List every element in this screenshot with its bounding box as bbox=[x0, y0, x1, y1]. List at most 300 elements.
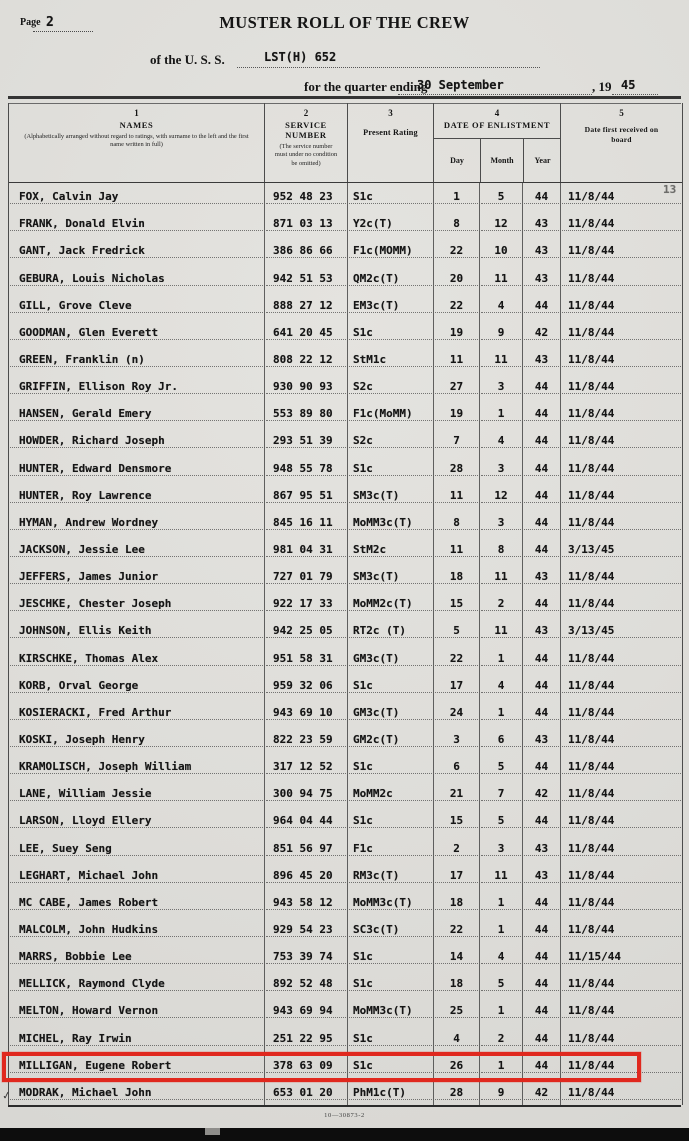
cell-day: 18 bbox=[433, 969, 479, 996]
cell-month: 12 bbox=[479, 209, 522, 236]
cell-received: 11/8/44 bbox=[560, 481, 682, 508]
cell-year: 44 bbox=[522, 399, 560, 426]
column-number: 5 bbox=[619, 108, 624, 118]
cell-month: 5 bbox=[479, 969, 522, 996]
cell-year: 44 bbox=[522, 671, 560, 698]
table-row bbox=[9, 481, 682, 508]
cell-name: GOODMAN, Glen Everett bbox=[9, 318, 264, 345]
cell-rating: GM2c(T) bbox=[347, 725, 433, 752]
cell-received: 3/13/45 bbox=[560, 616, 682, 643]
cell-day: 24 bbox=[433, 698, 479, 725]
table-row bbox=[9, 779, 682, 806]
cell-rating: S1c bbox=[347, 806, 433, 833]
cell-service: 727 01 79 bbox=[264, 562, 347, 589]
cell-name: KIRSCHKE, Thomas Alex bbox=[9, 643, 264, 670]
cell-received: 11/8/44 bbox=[560, 345, 682, 372]
table-row bbox=[9, 372, 682, 399]
cell-service: 386 86 66 bbox=[264, 236, 347, 263]
cell-day: 18 bbox=[433, 888, 479, 915]
cell-received: 11/8/44 bbox=[560, 969, 682, 996]
cell-service: 867 95 51 bbox=[264, 481, 347, 508]
cell-month: 3 bbox=[479, 508, 522, 535]
column-title: Present Rating bbox=[363, 128, 418, 137]
cell-year: 44 bbox=[522, 969, 560, 996]
table-row bbox=[9, 861, 682, 888]
cell-rating: S2c bbox=[347, 426, 433, 453]
cell-day: 25 bbox=[433, 996, 479, 1023]
cell-year: 44 bbox=[522, 182, 560, 209]
table-row bbox=[9, 508, 682, 535]
cell-year: 43 bbox=[522, 345, 560, 372]
cell-day: 15 bbox=[433, 806, 479, 833]
cell-service: 553 89 80 bbox=[264, 399, 347, 426]
cell-received: 11/8/44 bbox=[560, 698, 682, 725]
table-row bbox=[9, 182, 682, 209]
column-header-names bbox=[9, 103, 264, 182]
cell-received: 11/8/44 bbox=[560, 209, 682, 236]
cell-rating: MoMM2c(T) bbox=[347, 589, 433, 616]
column-number: 4 bbox=[494, 108, 500, 118]
cell-rating: Y2c(T) bbox=[347, 209, 433, 236]
cell-day: 17 bbox=[433, 861, 479, 888]
cell-received: 11/8/44 bbox=[560, 399, 682, 426]
cell-rating: RM3c(T) bbox=[347, 861, 433, 888]
cell-service: 951 58 31 bbox=[264, 643, 347, 670]
table-row bbox=[9, 453, 682, 480]
cell-rating: RT2c (T) bbox=[347, 616, 433, 643]
column-title: Date first received on board bbox=[584, 125, 659, 145]
table-row bbox=[9, 263, 682, 290]
cell-name: MELTON, Howard Vernon bbox=[9, 996, 264, 1023]
highlight-box-milligan-row bbox=[2, 1052, 641, 1082]
table-row bbox=[9, 291, 682, 318]
cell-day: 7 bbox=[433, 426, 479, 453]
cell-received: 11/8/44 bbox=[560, 182, 682, 209]
cell-name: MODRAK, Michael John ✓ bbox=[9, 1078, 264, 1105]
table-row bbox=[9, 888, 682, 915]
cell-received: 11/8/44 bbox=[560, 372, 682, 399]
cell-month: 11 bbox=[479, 861, 522, 888]
table-row bbox=[9, 535, 682, 562]
table-row bbox=[9, 209, 682, 236]
table-row bbox=[9, 806, 682, 833]
cell-day: 26 bbox=[433, 1051, 479, 1078]
table-row bbox=[9, 1023, 682, 1050]
cell-service: 851 56 97 bbox=[264, 833, 347, 860]
cell-day: 6 bbox=[433, 752, 479, 779]
cell-year: 44 bbox=[522, 806, 560, 833]
cell-year: 44 bbox=[522, 589, 560, 616]
cell-day: 3 bbox=[433, 725, 479, 752]
cell-name: LANE, William Jessie bbox=[9, 779, 264, 806]
cell-rating: S1c bbox=[347, 453, 433, 480]
cell-received: 11/8/44 bbox=[560, 643, 682, 670]
faint-margin-mark: 13 bbox=[663, 183, 677, 196]
cell-service: 943 58 12 bbox=[264, 888, 347, 915]
cell-name: KRAMOLISCH, Joseph William bbox=[9, 752, 264, 779]
table-row bbox=[9, 833, 682, 860]
column-header-service-number bbox=[264, 103, 347, 182]
cell-service: 251 22 95 bbox=[264, 1023, 347, 1050]
cell-service: 959 32 06 bbox=[264, 671, 347, 698]
cell-month: 10 bbox=[479, 236, 522, 263]
cell-day: 22 bbox=[433, 643, 479, 670]
cell-month: 3 bbox=[479, 372, 522, 399]
cell-year: 43 bbox=[522, 209, 560, 236]
cell-year: 44 bbox=[522, 372, 560, 399]
table-row bbox=[9, 752, 682, 779]
cell-day: 5 bbox=[433, 616, 479, 643]
cell-rating: S1c bbox=[347, 318, 433, 345]
cell-service: 300 94 75 bbox=[264, 779, 347, 806]
cell-received: 11/8/44 bbox=[560, 806, 682, 833]
column-note: (Alphabetically arranged without regard to ratings, with surname to the left and the first name written in full) bbox=[24, 133, 249, 149]
cell-received: 11/8/44 bbox=[560, 725, 682, 752]
cell-month: 2 bbox=[479, 1023, 522, 1050]
cell-name: HANSEN, Gerald Emery bbox=[9, 399, 264, 426]
cell-received: 11/8/44 bbox=[560, 263, 682, 290]
cell-rating: S1c bbox=[347, 942, 433, 969]
cell-name: HUNTER, Roy Lawrence bbox=[9, 481, 264, 508]
cell-name: GREEN, Franklin (n) bbox=[9, 345, 264, 372]
cell-service: 293 51 39 bbox=[264, 426, 347, 453]
cell-rating: S1c bbox=[347, 752, 433, 779]
cell-month: 1 bbox=[479, 399, 522, 426]
table-row bbox=[9, 426, 682, 453]
cell-name: GEBURA, Louis Nicholas bbox=[9, 263, 264, 290]
cell-month: 1 bbox=[479, 996, 522, 1023]
muster-table-body bbox=[0, 182, 683, 1105]
cell-month: 11 bbox=[479, 345, 522, 372]
cell-name: GANT, Jack Fredrick bbox=[9, 236, 264, 263]
date-of-enlistment-top bbox=[434, 103, 560, 139]
cell-service: 892 52 48 bbox=[264, 969, 347, 996]
cell-received: 11/8/44 bbox=[560, 888, 682, 915]
cell-received: 11/8/44 bbox=[560, 236, 682, 263]
table-row bbox=[9, 996, 682, 1023]
cell-name: HUNTER, Edward Densmore bbox=[9, 453, 264, 480]
cell-name: KORB, Orval George bbox=[9, 671, 264, 698]
cell-month: 3 bbox=[479, 833, 522, 860]
column-title: SERVICE NUMBER bbox=[285, 120, 327, 140]
cell-name: JACKSON, Jessie Lee bbox=[9, 535, 264, 562]
cell-received: 11/8/44 bbox=[560, 453, 682, 480]
table-row bbox=[9, 698, 682, 725]
cell-received: 11/8/44 bbox=[560, 671, 682, 698]
cell-day: 8 bbox=[433, 209, 479, 236]
cell-year: 44 bbox=[522, 535, 560, 562]
cell-received: 11/8/44 bbox=[560, 915, 682, 942]
cell-month: 8 bbox=[479, 535, 522, 562]
cell-month: 4 bbox=[479, 291, 522, 318]
cell-rating: F1c(MOMM) bbox=[347, 236, 433, 263]
cell-name: MILLIGAN, Eugene Robert bbox=[9, 1051, 264, 1078]
cell-rating: MoMM2c bbox=[347, 779, 433, 806]
cell-day: 19 bbox=[433, 318, 479, 345]
cell-year: 44 bbox=[522, 942, 560, 969]
table-row bbox=[9, 616, 682, 643]
cell-name: LEE, Suey Seng bbox=[9, 833, 264, 860]
table-row bbox=[9, 671, 682, 698]
cell-name: MC CABE, James Robert bbox=[9, 888, 264, 915]
cell-service: 653 01 20 bbox=[264, 1078, 347, 1105]
cell-year: 42 bbox=[522, 779, 560, 806]
cell-rating: GM3c(T) bbox=[347, 698, 433, 725]
subcolumn-year: Year bbox=[523, 139, 561, 182]
cell-name: MARRS, Bobbie Lee bbox=[9, 942, 264, 969]
cell-service: 808 22 12 bbox=[264, 345, 347, 372]
cell-received: 3/13/45 bbox=[560, 535, 682, 562]
form-number: 10—30873-2 bbox=[324, 1112, 365, 1119]
cell-month: 1 bbox=[479, 698, 522, 725]
cell-name: LEGHART, Michael John bbox=[9, 861, 264, 888]
cell-name: JESCHKE, Chester Joseph bbox=[9, 589, 264, 616]
cell-received: 11/8/44 bbox=[560, 752, 682, 779]
cell-service: 378 63 09 bbox=[264, 1051, 347, 1078]
year-prefix-label: , 19 bbox=[592, 79, 612, 94]
uss-name-value: LST(H) 652 bbox=[264, 50, 337, 64]
cell-name: MICHEL, Ray Irwin bbox=[9, 1023, 264, 1050]
cell-month: 5 bbox=[479, 182, 522, 209]
cell-month: 1 bbox=[479, 915, 522, 942]
table-row bbox=[9, 399, 682, 426]
table-row bbox=[9, 589, 682, 616]
cell-day: 27 bbox=[433, 372, 479, 399]
cell-day: 21 bbox=[433, 779, 479, 806]
handwritten-check-mark: ✓ bbox=[0, 1088, 13, 1103]
cell-day: 20 bbox=[433, 263, 479, 290]
cell-month: 1 bbox=[479, 643, 522, 670]
cell-service: 948 55 78 bbox=[264, 453, 347, 480]
cell-received: 11/8/44 bbox=[560, 1078, 682, 1105]
cell-received: 11/15/44 bbox=[560, 942, 682, 969]
cell-year: 44 bbox=[522, 453, 560, 480]
cell-name: JOHNSON, Ellis Keith bbox=[9, 616, 264, 643]
cell-received: 11/8/44 bbox=[560, 1051, 682, 1078]
table-row bbox=[9, 236, 682, 263]
cell-year: 43 bbox=[522, 263, 560, 290]
cell-name: GRIFFIN, Ellison Roy Jr. bbox=[9, 372, 264, 399]
cell-service: 922 17 33 bbox=[264, 589, 347, 616]
cell-year: 44 bbox=[522, 915, 560, 942]
cell-day: 28 bbox=[433, 1078, 479, 1105]
cell-day: 19 bbox=[433, 399, 479, 426]
table-row bbox=[9, 318, 682, 345]
column-title: DATE OF ENLISTMENT bbox=[443, 120, 551, 130]
cell-name: GILL, Grove Cleve bbox=[9, 291, 264, 318]
column-header-present-rating bbox=[347, 103, 433, 182]
cell-year: 42 bbox=[522, 1078, 560, 1105]
cell-day: 11 bbox=[433, 481, 479, 508]
cell-service: 952 48 23 bbox=[264, 182, 347, 209]
cell-received: 11/8/44 bbox=[560, 1023, 682, 1050]
cell-name: LARSON, Lloyd Ellery bbox=[9, 806, 264, 833]
cell-day: 11 bbox=[433, 345, 479, 372]
cell-name: KOSKI, Joseph Henry bbox=[9, 725, 264, 752]
cell-service: 930 90 93 bbox=[264, 372, 347, 399]
cell-day: 14 bbox=[433, 942, 479, 969]
year-value: 45 bbox=[621, 78, 636, 92]
cell-day: 22 bbox=[433, 915, 479, 942]
cell-year: 44 bbox=[522, 888, 560, 915]
cell-year: 44 bbox=[522, 1023, 560, 1050]
table-row bbox=[9, 643, 682, 670]
subcolumn-day: Day bbox=[450, 156, 464, 165]
cell-service: 942 51 53 bbox=[264, 263, 347, 290]
cell-month: 11 bbox=[479, 562, 522, 589]
cell-service: 822 23 59 bbox=[264, 725, 347, 752]
cell-day: 17 bbox=[433, 671, 479, 698]
cell-year: 44 bbox=[522, 291, 560, 318]
cell-year: 43 bbox=[522, 616, 560, 643]
cell-name: KOSIERACKI, Fred Arthur bbox=[9, 698, 264, 725]
cell-name: MALCOLM, John Hudkins bbox=[9, 915, 264, 942]
scan-artifact bbox=[205, 1128, 220, 1135]
cell-year: 43 bbox=[522, 562, 560, 589]
cell-service: 943 69 10 bbox=[264, 698, 347, 725]
cell-service: 317 12 52 bbox=[264, 752, 347, 779]
cell-service: 942 25 05 bbox=[264, 616, 347, 643]
cell-rating: EM3c(T) bbox=[347, 291, 433, 318]
table-bottom-rule bbox=[8, 1105, 681, 1107]
cell-service: 641 20 45 bbox=[264, 318, 347, 345]
cell-rating: MoMM3c(T) bbox=[347, 996, 433, 1023]
cell-year: 43 bbox=[522, 236, 560, 263]
cell-rating: S1c bbox=[347, 1023, 433, 1050]
cell-month: 9 bbox=[479, 318, 522, 345]
cell-month: 11 bbox=[479, 263, 522, 290]
cell-day: 28 bbox=[433, 453, 479, 480]
cell-rating: S1c bbox=[347, 969, 433, 996]
table-row bbox=[9, 969, 682, 996]
cell-month: 3 bbox=[479, 453, 522, 480]
cell-rating: F1c(MoMM) bbox=[347, 399, 433, 426]
cell-service: 896 45 20 bbox=[264, 861, 347, 888]
cell-month: 9 bbox=[479, 1078, 522, 1105]
cell-received: 11/8/44 bbox=[560, 562, 682, 589]
cell-name: FRANK, Donald Elvin bbox=[9, 209, 264, 236]
cell-month: 6 bbox=[479, 725, 522, 752]
cell-year: 44 bbox=[522, 698, 560, 725]
cell-month: 5 bbox=[479, 806, 522, 833]
cell-received: 11/8/44 bbox=[560, 833, 682, 860]
cell-service: 981 04 31 bbox=[264, 535, 347, 562]
cell-received: 11/8/44 bbox=[560, 508, 682, 535]
subcolumn-month: Month bbox=[480, 139, 523, 182]
cell-received: 11/8/44 bbox=[560, 318, 682, 345]
cell-day: 15 bbox=[433, 589, 479, 616]
cell-service: 929 54 23 bbox=[264, 915, 347, 942]
document-title: MUSTER ROLL OF THE CREW bbox=[219, 13, 470, 32]
cell-year: 43 bbox=[522, 725, 560, 752]
cell-year: 44 bbox=[522, 508, 560, 535]
column-number: 1 bbox=[134, 108, 139, 118]
cell-month: 4 bbox=[479, 671, 522, 698]
cell-name: HOWDER, Richard Joseph bbox=[9, 426, 264, 453]
cell-received: 11/8/44 bbox=[560, 779, 682, 806]
cell-rating: SC3c(T) bbox=[347, 915, 433, 942]
cell-rating: StM1c bbox=[347, 345, 433, 372]
cell-year: 43 bbox=[522, 833, 560, 860]
cell-service: 871 03 13 bbox=[264, 209, 347, 236]
table-row bbox=[9, 562, 682, 589]
cell-month: 5 bbox=[479, 752, 522, 779]
cell-day: 8 bbox=[433, 508, 479, 535]
table-row bbox=[9, 915, 682, 942]
cell-received: 11/8/44 bbox=[560, 996, 682, 1023]
page-label: Page bbox=[20, 17, 41, 28]
cell-received: 11/8/44 bbox=[560, 861, 682, 888]
cell-year: 44 bbox=[522, 643, 560, 670]
cell-day: 2 bbox=[433, 833, 479, 860]
cell-month: 12 bbox=[479, 481, 522, 508]
cell-rating: SM3c(T) bbox=[347, 562, 433, 589]
table-row bbox=[9, 725, 682, 752]
cell-name: MELLICK, Raymond Clyde bbox=[9, 969, 264, 996]
cell-day: 4 bbox=[433, 1023, 479, 1050]
column-number: 3 bbox=[388, 108, 393, 118]
cell-month: 4 bbox=[479, 942, 522, 969]
table-row bbox=[9, 942, 682, 969]
cell-day: 18 bbox=[433, 562, 479, 589]
cell-year: 44 bbox=[522, 752, 560, 779]
column-number: 2 bbox=[303, 108, 309, 118]
cell-name: HYMAN, Andrew Wordney bbox=[9, 508, 264, 535]
cell-month: 2 bbox=[479, 589, 522, 616]
cell-month: 11 bbox=[479, 616, 522, 643]
cell-year: 44 bbox=[522, 481, 560, 508]
cell-service: 753 39 74 bbox=[264, 942, 347, 969]
cell-rating: S2c bbox=[347, 372, 433, 399]
cell-year: 44 bbox=[522, 996, 560, 1023]
cell-rating: S1c bbox=[347, 671, 433, 698]
cell-year: 42 bbox=[522, 318, 560, 345]
column-title: NAMES bbox=[119, 120, 154, 130]
uss-label: of the U. S. S. bbox=[150, 52, 225, 67]
cell-month: 7 bbox=[479, 779, 522, 806]
cell-month: 1 bbox=[479, 888, 522, 915]
cell-day: 22 bbox=[433, 291, 479, 318]
table-row bbox=[9, 345, 682, 372]
cell-service: 964 04 44 bbox=[264, 806, 347, 833]
cell-month: 1 bbox=[479, 1051, 522, 1078]
cell-day: 11 bbox=[433, 535, 479, 562]
cell-day: 1 bbox=[433, 182, 479, 209]
cell-rating: QM2c(T) bbox=[347, 263, 433, 290]
quarter-ending-value: 30 September bbox=[417, 78, 504, 92]
cell-rating: S1c bbox=[347, 1051, 433, 1078]
cell-rating: MoMM3c(T) bbox=[347, 888, 433, 915]
cell-rating: F1c bbox=[347, 833, 433, 860]
cell-rating: MoMM3c(T) bbox=[347, 508, 433, 535]
scan-edge-bar bbox=[0, 1128, 689, 1141]
cell-year: 44 bbox=[522, 1051, 560, 1078]
cell-service: 888 27 12 bbox=[264, 291, 347, 318]
cell-day: 22 bbox=[433, 236, 479, 263]
cell-rating: SM3c(T) bbox=[347, 481, 433, 508]
column-note: (The service number must under no condition be omitted) bbox=[274, 143, 338, 167]
cell-year: 44 bbox=[522, 426, 560, 453]
cell-service: 845 16 11 bbox=[264, 508, 347, 535]
cell-service: 943 69 94 bbox=[264, 996, 347, 1023]
cell-year: 43 bbox=[522, 861, 560, 888]
cell-rating: StM2c bbox=[347, 535, 433, 562]
muster-table-header bbox=[8, 103, 683, 183]
cell-name: JEFFERS, James Junior bbox=[9, 562, 264, 589]
column-header-date-of-enlistment bbox=[433, 103, 560, 182]
cell-rating: GM3c(T) bbox=[347, 643, 433, 670]
column-header-date-received bbox=[560, 103, 682, 182]
